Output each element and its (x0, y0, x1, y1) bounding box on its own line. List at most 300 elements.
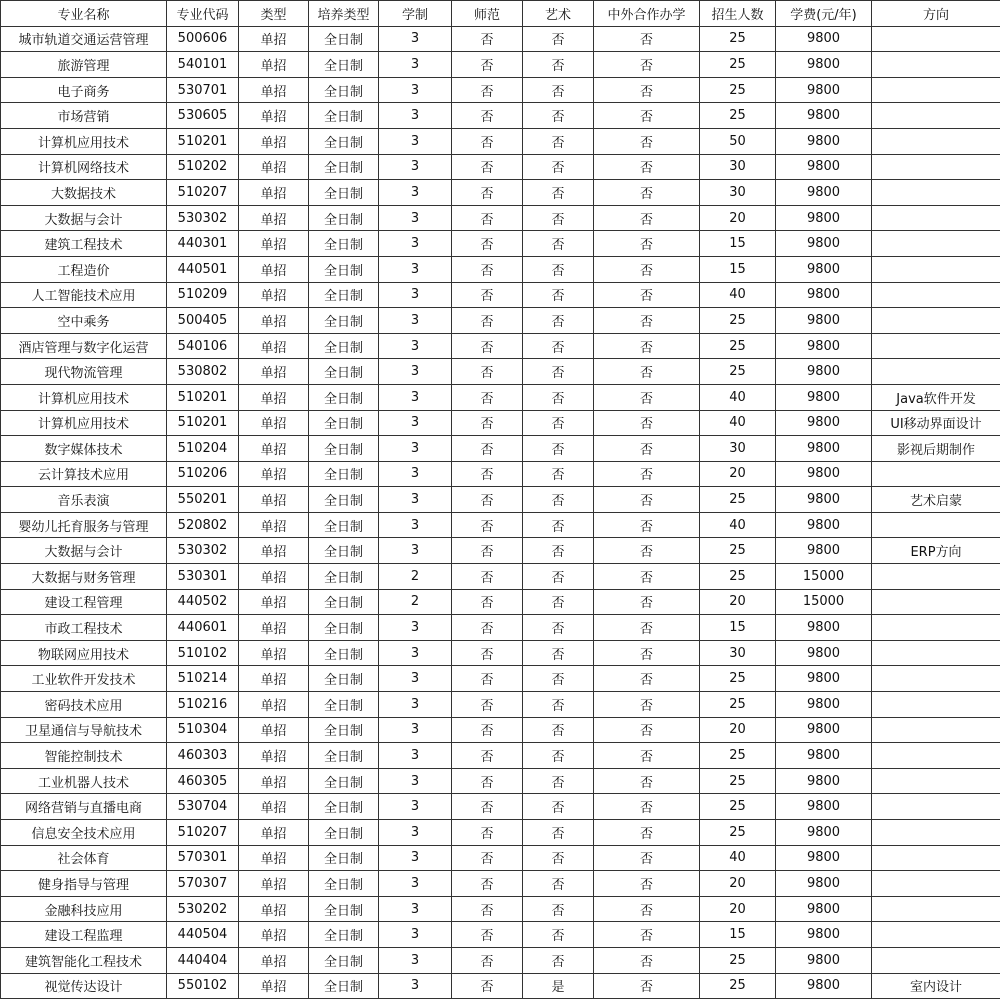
cell-joint-program: 否 (594, 538, 700, 564)
cell-major-name: 人工智能技术应用 (1, 282, 167, 308)
cell-direction (872, 308, 1000, 334)
cell-duration: 3 (379, 615, 452, 641)
cell-major-name: 金融科技应用 (1, 896, 167, 922)
cell-teacher-training: 否 (452, 77, 523, 103)
cell-enrollment: 25 (700, 947, 776, 973)
table-row (1, 538, 1000, 564)
table-row (1, 487, 1000, 513)
header-teacher-training: 师范 (452, 1, 523, 27)
cell-teacher-training: 否 (452, 308, 523, 334)
table-row (1, 743, 1000, 769)
cell-duration: 3 (379, 947, 452, 973)
cell-art: 否 (523, 717, 594, 743)
cell-teacher-training: 否 (452, 896, 523, 922)
cell-joint-program: 否 (594, 333, 700, 359)
cell-training-type: 全日制 (309, 845, 379, 871)
cell-type: 单招 (239, 947, 309, 973)
table-row (1, 589, 1000, 615)
cell-enrollment: 20 (700, 717, 776, 743)
cell-tuition: 15000 (776, 589, 872, 615)
cell-major-name: 工程造价 (1, 256, 167, 282)
cell-major-name: 现代物流管理 (1, 359, 167, 385)
cell-tuition: 9800 (776, 820, 872, 846)
table-row (1, 973, 1000, 999)
cell-duration: 2 (379, 589, 452, 615)
cell-major-code: 510209 (167, 282, 239, 308)
cell-teacher-training: 否 (452, 743, 523, 769)
cell-training-type: 全日制 (309, 564, 379, 590)
cell-teacher-training: 否 (452, 103, 523, 129)
cell-duration: 3 (379, 743, 452, 769)
table-row (1, 384, 1000, 410)
cell-teacher-training: 否 (452, 538, 523, 564)
cell-type: 单招 (239, 487, 309, 513)
header-joint-program: 中外合作办学 (594, 1, 700, 27)
cell-tuition: 9800 (776, 871, 872, 897)
cell-major-code: 510216 (167, 692, 239, 718)
table-row (1, 256, 1000, 282)
cell-duration: 3 (379, 180, 452, 206)
cell-teacher-training: 否 (452, 487, 523, 513)
cell-major-code: 510102 (167, 640, 239, 666)
cell-major-code: 530802 (167, 359, 239, 385)
cell-major-name: 大数据技术 (1, 180, 167, 206)
cell-enrollment: 25 (700, 487, 776, 513)
table-row (1, 512, 1000, 538)
cell-type: 单招 (239, 384, 309, 410)
cell-direction (872, 640, 1000, 666)
cell-major-name: 大数据与会计 (1, 538, 167, 564)
cell-tuition: 9800 (776, 77, 872, 103)
cell-duration: 3 (379, 922, 452, 948)
cell-joint-program: 否 (594, 205, 700, 231)
cell-duration: 3 (379, 512, 452, 538)
cell-art: 否 (523, 640, 594, 666)
cell-major-code: 440501 (167, 256, 239, 282)
cell-major-code: 510201 (167, 384, 239, 410)
cell-major-name: 市场营销 (1, 103, 167, 129)
cell-direction (872, 743, 1000, 769)
cell-art: 否 (523, 871, 594, 897)
cell-direction (872, 333, 1000, 359)
cell-major-code: 500606 (167, 26, 239, 52)
table-row (1, 564, 1000, 590)
cell-major-name: 城市轨道交通运营管理 (1, 26, 167, 52)
cell-major-code: 440601 (167, 615, 239, 641)
cell-type: 单招 (239, 896, 309, 922)
cell-enrollment: 15 (700, 615, 776, 641)
header-major-name: 专业名称 (1, 1, 167, 27)
cell-teacher-training: 否 (452, 205, 523, 231)
cell-enrollment: 20 (700, 589, 776, 615)
cell-major-code: 540101 (167, 52, 239, 78)
cell-direction: Java软件开发 (872, 384, 1000, 410)
cell-tuition: 9800 (776, 256, 872, 282)
cell-type: 单招 (239, 538, 309, 564)
cell-major-code: 510202 (167, 154, 239, 180)
cell-major-code: 550201 (167, 487, 239, 513)
cell-major-code: 530605 (167, 103, 239, 129)
cell-type: 单招 (239, 768, 309, 794)
table-row (1, 692, 1000, 718)
cell-teacher-training: 否 (452, 589, 523, 615)
cell-major-code: 440404 (167, 947, 239, 973)
cell-joint-program: 否 (594, 820, 700, 846)
cell-duration: 3 (379, 384, 452, 410)
cell-major-name: 音乐表演 (1, 487, 167, 513)
cell-major-name: 建筑工程技术 (1, 231, 167, 257)
cell-tuition: 9800 (776, 26, 872, 52)
cell-joint-program: 否 (594, 564, 700, 590)
cell-joint-program: 否 (594, 947, 700, 973)
cell-duration: 3 (379, 717, 452, 743)
table-row (1, 947, 1000, 973)
table-row (1, 666, 1000, 692)
cell-type: 单招 (239, 461, 309, 487)
cell-enrollment: 25 (700, 973, 776, 999)
cell-enrollment: 30 (700, 180, 776, 206)
cell-training-type: 全日制 (309, 282, 379, 308)
cell-duration: 3 (379, 845, 452, 871)
cell-duration: 3 (379, 308, 452, 334)
cell-direction (872, 845, 1000, 871)
cell-type: 单招 (239, 666, 309, 692)
cell-enrollment: 30 (700, 154, 776, 180)
cell-duration: 3 (379, 692, 452, 718)
cell-teacher-training: 否 (452, 692, 523, 718)
cell-direction (872, 666, 1000, 692)
cell-major-code: 570301 (167, 845, 239, 871)
cell-direction (872, 282, 1000, 308)
cell-training-type: 全日制 (309, 205, 379, 231)
cell-joint-program: 否 (594, 589, 700, 615)
header-major-code: 专业代码 (167, 1, 239, 27)
table-row (1, 180, 1000, 206)
cell-teacher-training: 否 (452, 564, 523, 590)
cell-training-type: 全日制 (309, 692, 379, 718)
table-row (1, 615, 1000, 641)
table-row (1, 308, 1000, 334)
cell-direction (872, 871, 1000, 897)
cell-tuition: 9800 (776, 180, 872, 206)
cell-tuition: 9800 (776, 231, 872, 257)
cell-type: 单招 (239, 820, 309, 846)
cell-direction: 室内设计 (872, 973, 1000, 999)
cell-duration: 3 (379, 128, 452, 154)
cell-duration: 3 (379, 26, 452, 52)
cell-enrollment: 40 (700, 845, 776, 871)
cell-type: 单招 (239, 692, 309, 718)
cell-type: 单招 (239, 845, 309, 871)
cell-tuition: 9800 (776, 922, 872, 948)
cell-teacher-training: 否 (452, 666, 523, 692)
table-row (1, 461, 1000, 487)
cell-enrollment: 15 (700, 256, 776, 282)
cell-type: 单招 (239, 743, 309, 769)
cell-direction (872, 128, 1000, 154)
cell-joint-program: 否 (594, 26, 700, 52)
cell-training-type: 全日制 (309, 768, 379, 794)
table-row (1, 282, 1000, 308)
cell-teacher-training: 否 (452, 52, 523, 78)
cell-direction (872, 461, 1000, 487)
table-row (1, 103, 1000, 129)
cell-duration: 3 (379, 231, 452, 257)
cell-duration: 3 (379, 52, 452, 78)
cell-training-type: 全日制 (309, 103, 379, 129)
cell-joint-program: 否 (594, 308, 700, 334)
cell-type: 单招 (239, 333, 309, 359)
cell-duration: 3 (379, 871, 452, 897)
cell-teacher-training: 否 (452, 282, 523, 308)
cell-major-code: 440502 (167, 589, 239, 615)
cell-enrollment: 20 (700, 205, 776, 231)
cell-training-type: 全日制 (309, 973, 379, 999)
table-row (1, 205, 1000, 231)
cell-training-type: 全日制 (309, 922, 379, 948)
cell-joint-program: 否 (594, 154, 700, 180)
cell-major-name: 建筑智能化工程技术 (1, 947, 167, 973)
cell-enrollment: 20 (700, 871, 776, 897)
table-body (1, 26, 1000, 999)
cell-type: 单招 (239, 973, 309, 999)
cell-type: 单招 (239, 410, 309, 436)
cell-major-name: 卫星通信与导航技术 (1, 717, 167, 743)
cell-type: 单招 (239, 871, 309, 897)
cell-art: 否 (523, 743, 594, 769)
cell-teacher-training: 否 (452, 794, 523, 820)
table-row (1, 128, 1000, 154)
cell-teacher-training: 否 (452, 359, 523, 385)
cell-joint-program: 否 (594, 512, 700, 538)
cell-tuition: 9800 (776, 640, 872, 666)
cell-teacher-training: 否 (452, 26, 523, 52)
cell-enrollment: 25 (700, 794, 776, 820)
cell-joint-program: 否 (594, 871, 700, 897)
cell-direction (872, 768, 1000, 794)
cell-major-code: 530301 (167, 564, 239, 590)
cell-duration: 3 (379, 282, 452, 308)
cell-training-type: 全日制 (309, 615, 379, 641)
cell-duration: 3 (379, 666, 452, 692)
cell-duration: 3 (379, 436, 452, 462)
cell-enrollment: 25 (700, 77, 776, 103)
cell-enrollment: 25 (700, 768, 776, 794)
table-row (1, 845, 1000, 871)
cell-art: 否 (523, 589, 594, 615)
cell-tuition: 9800 (776, 845, 872, 871)
cell-joint-program: 否 (594, 692, 700, 718)
table-row (1, 26, 1000, 52)
cell-art: 否 (523, 333, 594, 359)
cell-major-code: 510204 (167, 436, 239, 462)
cell-tuition: 9800 (776, 794, 872, 820)
table-row (1, 410, 1000, 436)
cell-major-code: 440301 (167, 231, 239, 257)
cell-joint-program: 否 (594, 180, 700, 206)
cell-training-type: 全日制 (309, 871, 379, 897)
cell-type: 单招 (239, 256, 309, 282)
cell-training-type: 全日制 (309, 333, 379, 359)
cell-joint-program: 否 (594, 52, 700, 78)
cell-tuition: 9800 (776, 384, 872, 410)
cell-direction (872, 589, 1000, 615)
cell-duration: 3 (379, 768, 452, 794)
cell-tuition: 9800 (776, 436, 872, 462)
cell-teacher-training: 否 (452, 973, 523, 999)
cell-major-name: 酒店管理与数字化运营 (1, 333, 167, 359)
table-row (1, 896, 1000, 922)
cell-major-name: 大数据与会计 (1, 205, 167, 231)
cell-enrollment: 15 (700, 231, 776, 257)
cell-art: 否 (523, 615, 594, 641)
cell-direction: ERP方向 (872, 538, 1000, 564)
cell-major-name: 密码技术应用 (1, 692, 167, 718)
table-row (1, 820, 1000, 846)
cell-direction: UI移动界面设计 (872, 410, 1000, 436)
cell-direction (872, 77, 1000, 103)
cell-teacher-training: 否 (452, 845, 523, 871)
cell-training-type: 全日制 (309, 359, 379, 385)
cell-major-code: 510201 (167, 410, 239, 436)
cell-type: 单招 (239, 512, 309, 538)
cell-joint-program: 否 (594, 615, 700, 641)
cell-art: 否 (523, 103, 594, 129)
cell-joint-program: 否 (594, 77, 700, 103)
cell-joint-program: 否 (594, 666, 700, 692)
cell-direction (872, 922, 1000, 948)
cell-art: 否 (523, 359, 594, 385)
cell-direction (872, 26, 1000, 52)
cell-tuition: 9800 (776, 308, 872, 334)
cell-teacher-training: 否 (452, 768, 523, 794)
cell-enrollment: 25 (700, 103, 776, 129)
cell-tuition: 9800 (776, 461, 872, 487)
cell-major-name: 社会体育 (1, 845, 167, 871)
cell-joint-program: 否 (594, 896, 700, 922)
cell-type: 单招 (239, 231, 309, 257)
cell-major-code: 520802 (167, 512, 239, 538)
cell-direction (872, 231, 1000, 257)
cell-art: 否 (523, 845, 594, 871)
cell-joint-program: 否 (594, 743, 700, 769)
cell-enrollment: 40 (700, 384, 776, 410)
cell-training-type: 全日制 (309, 128, 379, 154)
cell-type: 单招 (239, 436, 309, 462)
cell-duration: 2 (379, 564, 452, 590)
cell-teacher-training: 否 (452, 640, 523, 666)
cell-tuition: 9800 (776, 487, 872, 513)
cell-training-type: 全日制 (309, 794, 379, 820)
cell-major-code: 460303 (167, 743, 239, 769)
cell-art: 否 (523, 794, 594, 820)
cell-enrollment: 25 (700, 308, 776, 334)
cell-art: 否 (523, 922, 594, 948)
cell-training-type: 全日制 (309, 743, 379, 769)
cell-art: 否 (523, 896, 594, 922)
cell-art: 否 (523, 461, 594, 487)
cell-art: 否 (523, 538, 594, 564)
cell-art: 否 (523, 52, 594, 78)
cell-tuition: 9800 (776, 666, 872, 692)
table-row (1, 922, 1000, 948)
cell-enrollment: 25 (700, 333, 776, 359)
cell-duration: 3 (379, 256, 452, 282)
cell-enrollment: 40 (700, 512, 776, 538)
header-row (1, 1, 1000, 27)
cell-duration: 3 (379, 640, 452, 666)
cell-joint-program: 否 (594, 103, 700, 129)
cell-direction (872, 794, 1000, 820)
cell-joint-program: 否 (594, 410, 700, 436)
cell-major-code: 570307 (167, 871, 239, 897)
cell-joint-program: 否 (594, 845, 700, 871)
cell-training-type: 全日制 (309, 410, 379, 436)
cell-major-code: 530202 (167, 896, 239, 922)
cell-art: 否 (523, 820, 594, 846)
cell-direction (872, 52, 1000, 78)
cell-tuition: 9800 (776, 768, 872, 794)
cell-type: 单招 (239, 308, 309, 334)
cell-tuition: 9800 (776, 947, 872, 973)
cell-major-code: 530701 (167, 77, 239, 103)
cell-teacher-training: 否 (452, 947, 523, 973)
table-row (1, 640, 1000, 666)
cell-teacher-training: 否 (452, 231, 523, 257)
cell-enrollment: 25 (700, 692, 776, 718)
cell-duration: 3 (379, 154, 452, 180)
cell-training-type: 全日制 (309, 820, 379, 846)
table-row (1, 333, 1000, 359)
cell-major-name: 计算机应用技术 (1, 128, 167, 154)
cell-major-code: 510201 (167, 128, 239, 154)
cell-major-name: 建设工程监理 (1, 922, 167, 948)
cell-major-name: 物联网应用技术 (1, 640, 167, 666)
cell-duration: 3 (379, 487, 452, 513)
cell-art: 否 (523, 692, 594, 718)
cell-direction (872, 820, 1000, 846)
cell-art: 否 (523, 436, 594, 462)
cell-training-type: 全日制 (309, 256, 379, 282)
cell-tuition: 9800 (776, 333, 872, 359)
cell-tuition: 9800 (776, 717, 872, 743)
cell-teacher-training: 否 (452, 871, 523, 897)
cell-major-code: 500405 (167, 308, 239, 334)
cell-training-type: 全日制 (309, 308, 379, 334)
cell-teacher-training: 否 (452, 128, 523, 154)
cell-art: 否 (523, 282, 594, 308)
cell-teacher-training: 否 (452, 154, 523, 180)
cell-enrollment: 40 (700, 282, 776, 308)
cell-major-name: 市政工程技术 (1, 615, 167, 641)
cell-type: 单招 (239, 205, 309, 231)
cell-type: 单招 (239, 52, 309, 78)
cell-major-name: 智能控制技术 (1, 743, 167, 769)
cell-enrollment: 50 (700, 128, 776, 154)
header-duration: 学制 (379, 1, 452, 27)
cell-training-type: 全日制 (309, 26, 379, 52)
cell-tuition: 9800 (776, 410, 872, 436)
cell-enrollment: 25 (700, 52, 776, 78)
cell-major-name: 云计算技术应用 (1, 461, 167, 487)
cell-type: 单招 (239, 589, 309, 615)
cell-type: 单招 (239, 359, 309, 385)
cell-joint-program: 否 (594, 640, 700, 666)
cell-enrollment: 25 (700, 26, 776, 52)
cell-major-name: 计算机网络技术 (1, 154, 167, 180)
cell-type: 单招 (239, 77, 309, 103)
table-row (1, 436, 1000, 462)
